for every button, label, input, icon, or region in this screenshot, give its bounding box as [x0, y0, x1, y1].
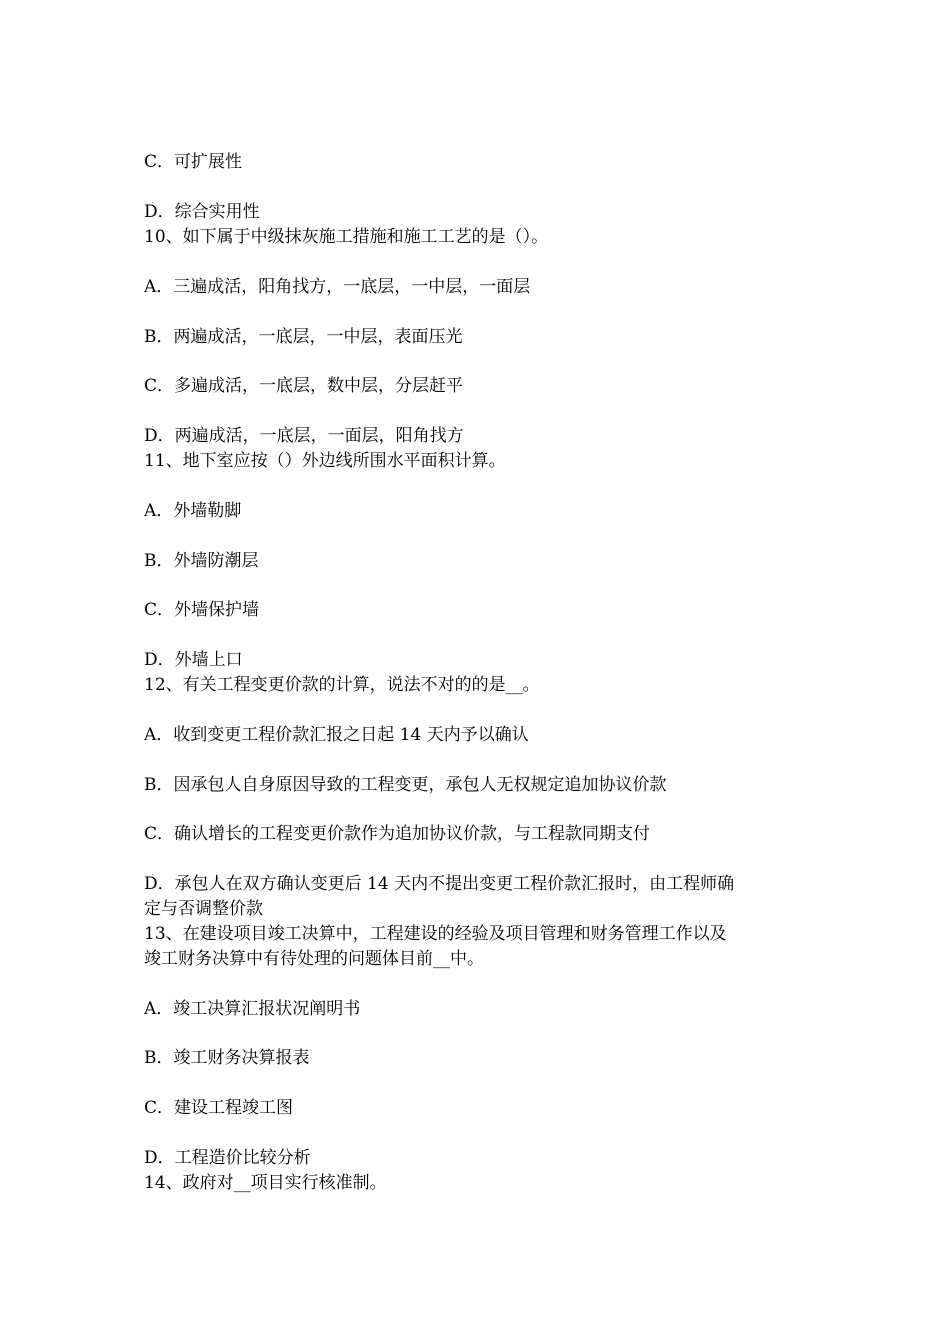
question-14: 14、政府对__项目实行核准制。 — [144, 1173, 387, 1193]
option-9d: D．综合实用性 — [144, 202, 260, 222]
option-12b: B．因承包人自身原因导致的工程变更，承包人无权规定追加协议价款 — [144, 775, 667, 795]
option-12d-line2: 定与否调整价款 — [144, 899, 263, 919]
option-12a: A．收到变更工程价款汇报之日起 14 天内予以确认 — [144, 725, 529, 745]
option-11d: D．外墙上口 — [144, 650, 243, 670]
option-13a: A．竣工决算汇报状况阐明书 — [144, 999, 361, 1019]
option-13c: C．建设工程竣工图 — [144, 1098, 294, 1118]
question-10: 10、如下属于中级抹灰施工措施和施工工艺的是（）。 — [144, 227, 549, 247]
option-10d: D．两遍成活，一底层，一面层，阳角找方 — [144, 426, 464, 446]
option-10b: B．两遍成活，一底层，一中层，表面压光 — [144, 327, 463, 347]
option-9c: C．可扩展性 — [144, 152, 243, 172]
option-11a: A．外墙勒脚 — [144, 501, 242, 521]
option-13d: D．工程造价比较分析 — [144, 1148, 311, 1168]
option-11c: C．外墙保护墙 — [144, 600, 260, 620]
question-12: 12、有关工程变更价款的计算，说法不对的的是__。 — [144, 675, 540, 695]
question-13-line2: 竣工财务决算中有待处理的问题体目前__中。 — [144, 949, 484, 969]
option-12d-line1: D．承包人在双方确认变更后 14 天内不提出变更工程价款汇报时，由工程师确 — [144, 874, 735, 894]
option-10a: A．三遍成活，阳角找方，一底层，一中层，一面层 — [144, 277, 531, 297]
option-10c: C．多遍成活，一底层，数中层，分层赶平 — [144, 376, 464, 396]
option-13b: B．竣工财务决算报表 — [144, 1048, 310, 1068]
option-11b: B．外墙防潮层 — [144, 551, 259, 571]
option-12c: C．确认增长的工程变更价款作为追加协议价款，与工程款同期支付 — [144, 824, 651, 844]
question-13-line1: 13、在建设项目竣工决算中，工程建设的经验及项目管理和财务管理工作以及 — [144, 924, 727, 944]
question-11: 11、地下室应按（）外边线所围水平面积计算。 — [144, 451, 506, 471]
